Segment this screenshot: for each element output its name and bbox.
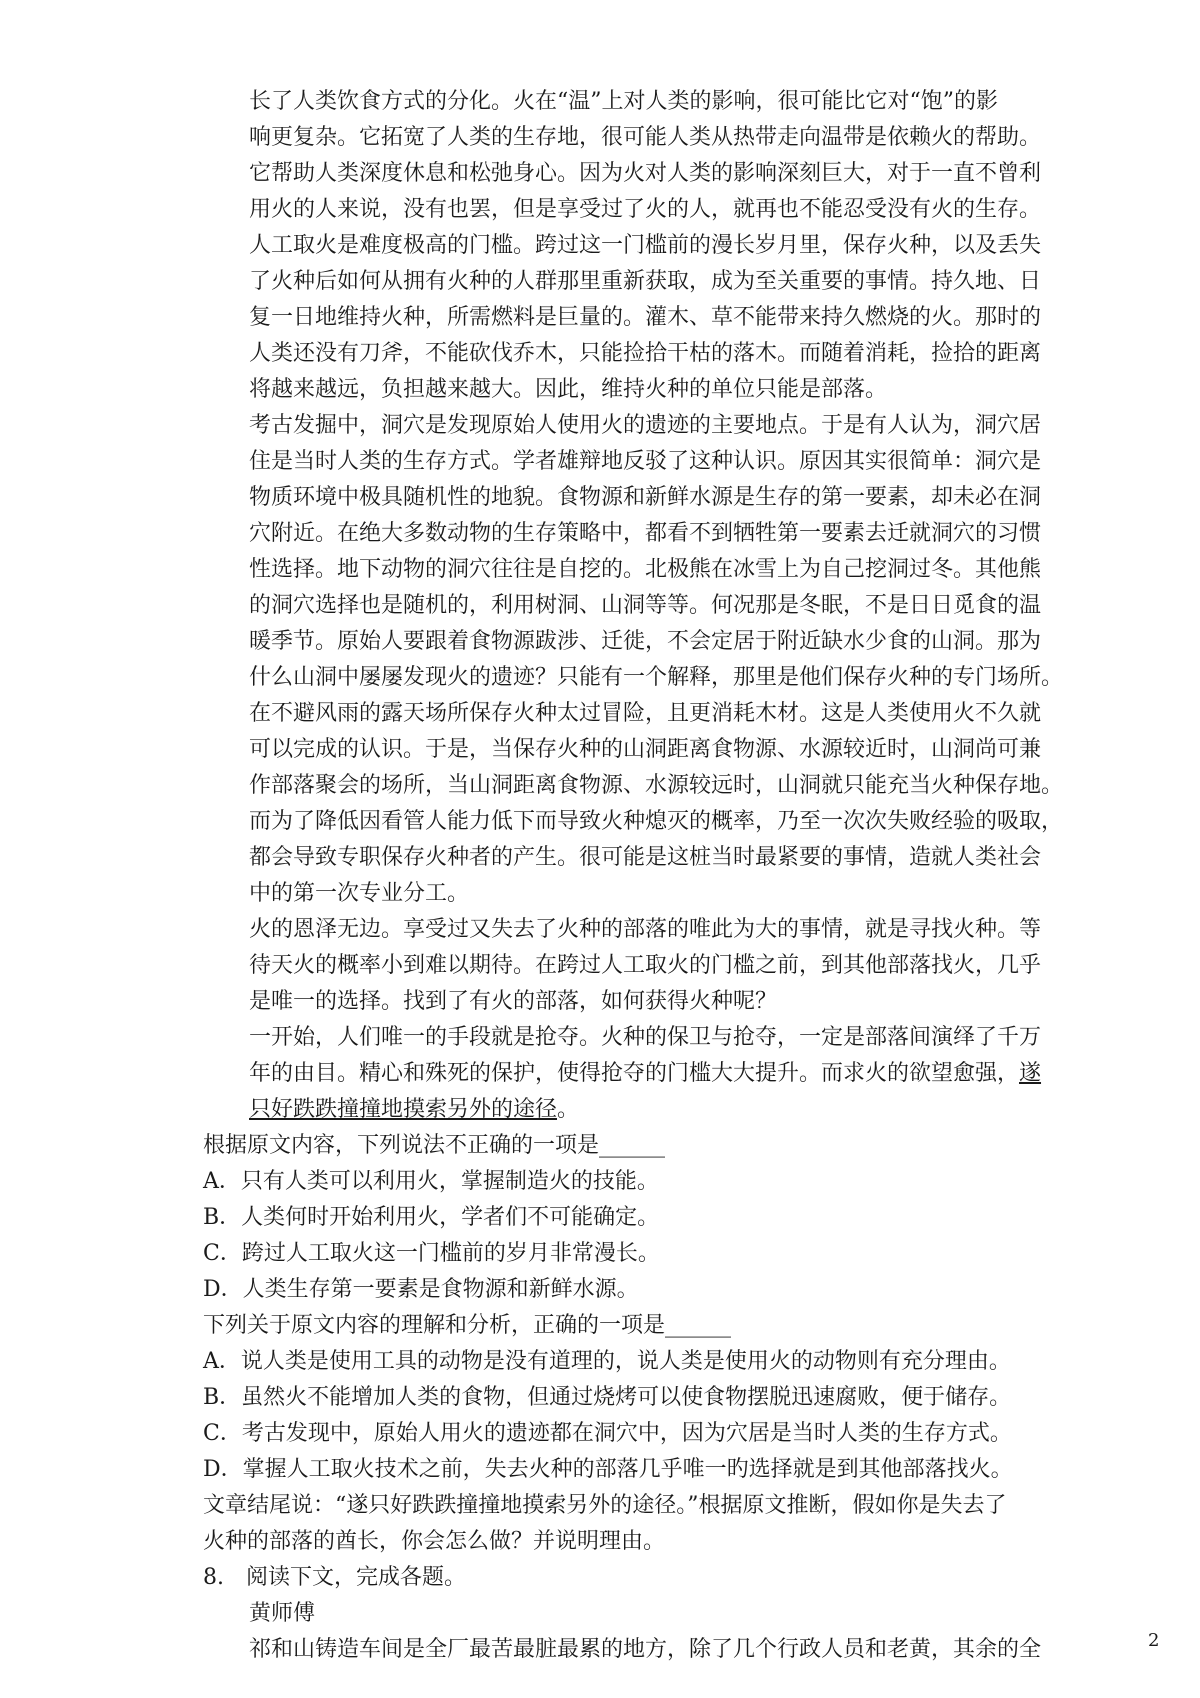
passage-line: 一开始，人们唯一的手段就是抢夺。火种的保卫与抢夺，一定是部落间演绎了千万 [249,1025,1042,1050]
question-stem: 文章结尾说：“遂只好跌跌撞撞地摸索另外的途径。”根据原文推断，假如你是失去了 [203,1493,1007,1518]
passage-line [249,1093,579,1127]
answer-option: A．只有人类可以利用火，掌握制造火的技能。 [203,1169,659,1194]
passage-line: 将越来越远，负担越来越大。因此，维持火种的单位只能是部落。 [249,377,888,402]
passage-line: 作部落聚会的场所，当山洞距离食物源、水源较远时，山洞就只能充当火种保存地。 [249,773,1064,798]
question-stem: 下列关于原文内容的理解和分析，正确的一项是______ [203,1313,732,1338]
passage-line: 用火的人来说，没有也罢，但是享受过了火的人，就再也不能忍受没有火的生存。 [249,197,1042,222]
passage-line: 都会导致专职保存火种者的产生。很可能是这桩当时最紧要的事情，造就人类社会 [249,845,1042,870]
passage-line: 火的恩泽无边。享受过又失去了火种的部落的唯此为大的事情，就是寻找火种。等 [249,917,1042,942]
passage-line: 在不避风雨的露天场所保存火种太过冒险，且更消耗木材。这是人类使用火不久就 [249,701,1042,726]
answer-option: B．人类何时开始利用火，学者们不可能确定。 [203,1205,660,1230]
answer-option: C．跨过人工取火这一门槛前的岁月非常漫长。 [203,1241,660,1266]
passage-line: 复一日地维持火种，所需燃料是巨量的。灌木、草不能带来持久燃烧的火。那时的 [249,305,1042,330]
passage-line: 穴附近。在绝大多数动物的生存策略中，都看不到牺牲第一要素去迁就洞穴的习惯 [249,521,1042,546]
underlined-phrase-start: 遂 [1019,1061,1042,1086]
answer-option: A．说人类是使用工具的动物是没有道理的，说人类是使用火的动物则有充分理由。 [203,1349,1011,1374]
page-number: 2 [1148,1630,1160,1651]
passage-end-punct: 。 [557,1097,580,1122]
answer-option: C．考古发现中，原始人用火的遗迹都在洞穴中，因为穴居是当时人类的生存方式。 [203,1421,1012,1446]
passage-line: 人工取火是难度极高的门槛。跨过这一门槛前的漫长岁月里，保存火种，以及丢失 [249,233,1042,258]
passage-line-text: 年的由目。精心和殊死的保护，使得抢夺的门槛大大提升。而求火的欲望愈强， [249,1061,1020,1086]
passage-line: 人类还没有刀斧，不能砍伐乔木，只能捡拾干枯的落木。而随着消耗，捡拾的距离 [249,341,1042,366]
passage-line: 是唯一的选择。找到了有火的部落，如何获得火种呢？ [249,989,778,1014]
story-line: 祁和山铸造车间是全厂最苦最脏最累的地方，除了几个行政人员和老黄，其余的全 [249,1637,1042,1662]
section-heading: 8. 阅读下文，完成各题。 [203,1565,466,1590]
answer-option: D．人类生存第一要素是食物源和新鲜水源。 [203,1277,639,1302]
passage-line [249,1057,1041,1091]
passage-line: 可以完成的认识。于是，当保存火种的山洞距离食物源、水源较近时，山洞尚可兼 [249,737,1042,762]
passage-line: 它帮助人类深度休息和松弛身心。因为火对人类的影响深刻巨大，对于一直不曾利 [249,161,1042,186]
passage-line: 物质环境中极具随机性的地貌。食物源和新鲜水源是生存的第一要素，却未必在洞 [249,485,1042,510]
passage-line: 待天火的概率小到难以期待。在跨过人工取火的门槛之前，到其他部落找火，几乎 [249,953,1042,978]
question-stem: 火种的部落的酋长，你会怎么做？并说明理由。 [203,1529,666,1554]
passage-line: 中的第一次专业分工。 [249,881,470,906]
answer-option: B．虽然火不能增加人类的食物，但通过烧烤可以使食物摆脱迅速腐败，便于储存。 [203,1385,1012,1410]
story-title: 黄师傅 [249,1601,316,1626]
passage-line: 什么山洞中屡屡发现火的遗迹？只能有一个解释，那里是他们保存火种的专门场所。 [249,665,1064,690]
passage-line: 的洞穴选择也是随机的，利用树洞、山洞等等。何况那是冬眠，不是日日觅食的温 [249,593,1042,618]
passage-line: 考古发掘中，洞穴是发现原始人使用火的遗迹的主要地点。于是有人认为，洞穴居 [249,413,1042,438]
underlined-phrase: 只好跌跌撞撞地摸索另外的途径 [249,1097,558,1122]
answer-option: D．掌握人工取火技术之前，失去火种的部落几乎唯一旳选择就是到其他部落找火。 [203,1457,1013,1482]
passage-line: 长了人类饮食方式的分化。火在“温”上对人类的影响，很可能比它对“饱”的影 [249,89,998,114]
passage-line: 性选择。地下动物的洞穴往往是自挖的。北极熊在冰雪上为自己挖洞过冬。其他熊 [249,557,1042,582]
passage-line: 暖季节。原始人要跟着食物源跋涉、迁徙，不会定居于附近缺水少食的山洞。那为 [249,629,1042,654]
passage-line: 了火种后如何从拥有火种的人群那里重新获取，成为至关重要的事情。持久地、日 [249,269,1042,294]
passage-line: 住是当时人类的生存方式。学者雄辩地反驳了这种认识。原因其实很简单：洞穴是 [249,449,1042,474]
question-stem: 根据原文内容，下列说法不正确的一项是______ [203,1133,666,1158]
passage-line: 响更复杂。它拓宽了人类的生存地，很可能人类从热带走向温带是依赖火的帮助。 [249,125,1042,150]
passage-line: 而为了降低因看管人能力低下而导致火种熄灭的概率，乃至一次次失败经验的吸取， [249,809,1064,834]
